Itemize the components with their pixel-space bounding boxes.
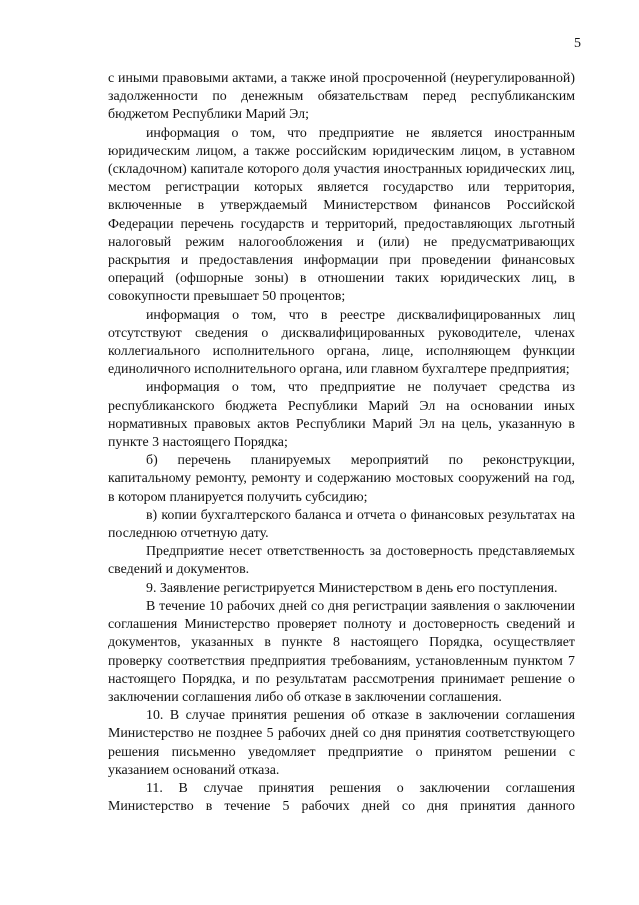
paragraph-item-v-accounting-copies: в) копии бухгалтерского баланса и отчета о финансовых результатах на последнюю отчетную дату. bbox=[108, 507, 575, 542]
document-body bbox=[108, 70, 575, 816]
paragraph-responsibility: Предприятие несет ответственность за достоверность представляемых сведений и документов. bbox=[108, 544, 575, 578]
paragraph-foreign-entity-info: информация о том, что предприятие не является иностранным юридическим лицом, а также российским юридическим лицом, в уставном (складочном) капитале которого доля участия иностранных юридических лиц, местом регистрации которых является государство или территория, включенные в утверждаемый Министерством финансов Российской Федерации перечень государств и территорий, предоставляющих льготный налоговый режим налогообложения и (или) не предусматривающих раскрытия и предоставления информации при проведении финансовых операций (офшорные зоны) в отношении таких юридических лиц, в совокупности превышает 50 процентов; bbox=[108, 125, 575, 305]
paragraph-clause-10-refusal: 10. В случае принятия решения об отказе в заключении соглашения Министерство не позднее 5 рабочих дней со дня принятия соответствующего решения письменно уведомляет предприятие о принятом решении с указанием оснований отказа. bbox=[108, 708, 575, 778]
paragraph-disqualified-persons-info: информация о том, что в реестре дисквалифицированных лиц отсутствуют сведения о дисквалифицированных руководителе, членах коллегиального исполнительного органа, лице, исполняющем функции единоличного исполнительного органа, или главном бухгалтере предприятия; bbox=[108, 307, 575, 378]
page-number: 5 bbox=[574, 36, 581, 51]
paragraph-arrears-continuation: с иными правовыми актами, а также иной просроченной (неурегулированной) задолженности по денежным обязательствам перед республиканским бюджетом Республики Марий Эл; bbox=[108, 71, 575, 123]
paragraph-item-b-measures-list: б) перечень планируемых мероприятий по реконструкции, капитальному ремонту, ремонту и содержанию мостовых сооружений на год, в котором планируется получить субсидию; bbox=[108, 453, 575, 505]
paragraph-clause-9-registration: 9. Заявление регистрируется Министерством в день его поступления. bbox=[146, 580, 558, 596]
paragraph-no-other-funding-info: информация о том, что предприятие не получает средства из республиканского бюджета Республики Марий Эл на основании иных нормативных правовых актов Республики Марий Эл на цель, указанную в пункте 3 настоящего Порядка; bbox=[108, 380, 575, 451]
paragraph-clause-11-agreement: 11. В случае принятия решения о заключении соглашения Министерство в течение 5 рабочих дней со дня принятия данного bbox=[108, 780, 575, 815]
paragraph-review-period: В течение 10 рабочих дней со дня регистрации заявления о заключении соглашения Министерство проверяет полноту и достоверность сведений и документов, указанных в пункте 8 настоящего Порядка, осуществляет проверку соответствия предприятия требованиям, установленным пунктом 7 настоящего Порядка, и по результатам рассмотрения принимает решение о заключении соглашения либо об отказе в заключении соглашения. bbox=[108, 598, 575, 705]
